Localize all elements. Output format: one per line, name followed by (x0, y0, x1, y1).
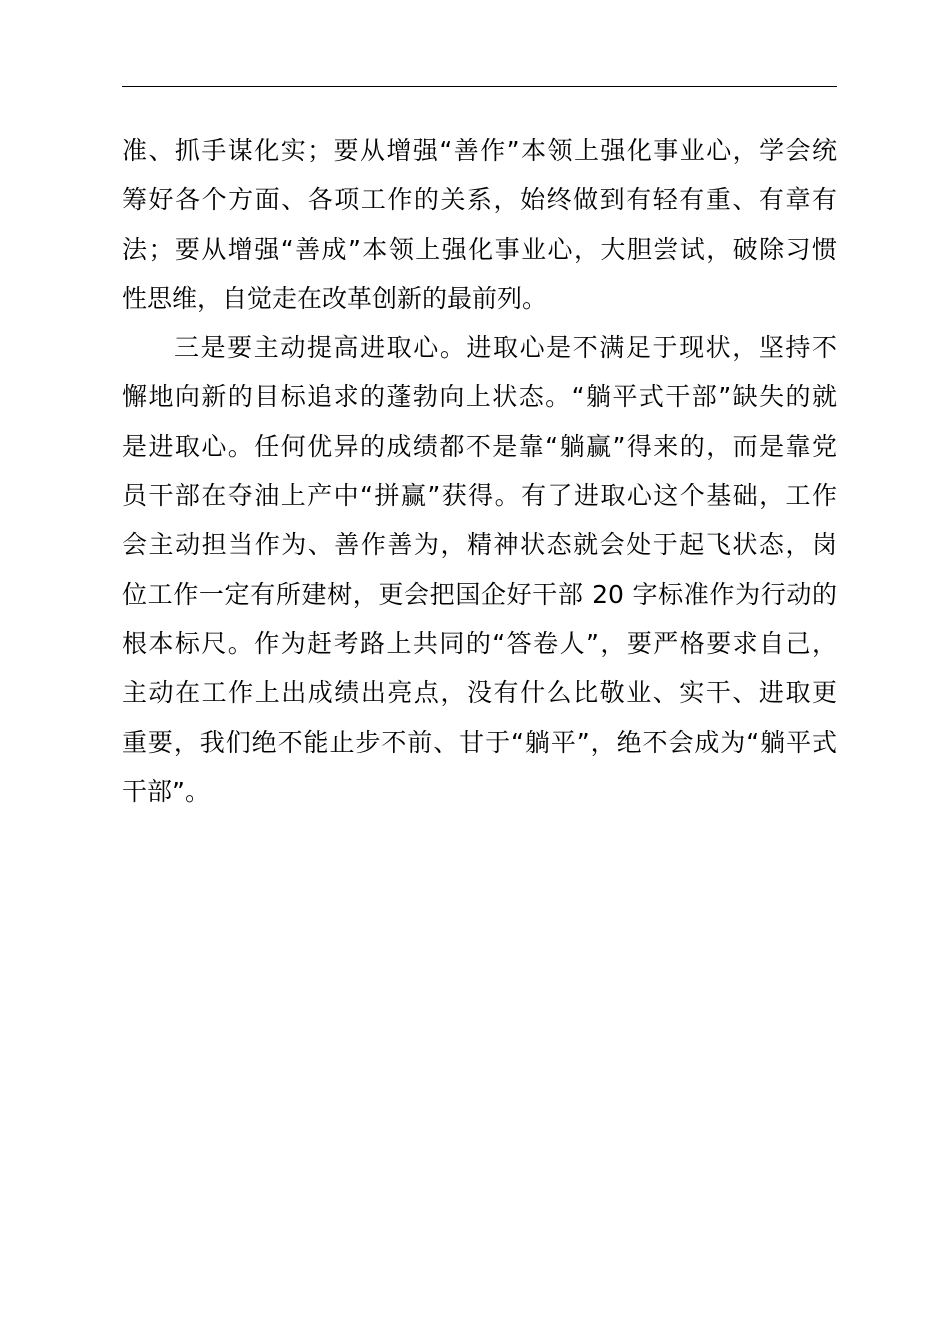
text-line: 干部”。 (122, 776, 210, 806)
paragraph-start-line: 三是要主动提高进取心。进取心是不满足于现状，坚持不 (174, 333, 837, 363)
text-line: 准、抓手谋化实；要从增强“善作”本领上强化事业心，学会统 (122, 136, 837, 165)
text-line: 法；要从增强“善成”本领上强化事业心，大胆尝试，破除习惯 (122, 234, 837, 264)
text-line: 懈地向新的目标追求的蓬勃向上状态。“躺平式干部”缺失的就 (122, 382, 837, 412)
header-rule (122, 86, 837, 87)
text-line: 重要，我们绝不能止步不前、甘于“躺平”，绝不会成为“躺平式 (122, 727, 837, 757)
body-text (122, 126, 837, 816)
text-line: 员干部在夺油上产中“拼赢”获得。有了进取心这个基础，工作 (122, 481, 837, 511)
text-line: 主动在工作上出成绩出亮点，没有什么比敬业、实干、进取更 (122, 678, 837, 708)
text-line: 根本标尺。作为赶考路上共同的“答卷人”，要严格要求自己， (122, 628, 837, 658)
text-line: 是进取心。任何优异的成绩都不是靠“躺赢”得来的，而是靠党 (122, 431, 837, 461)
text-line: 位工作一定有所建树，更会把国企好干部 20 字标准作为行动的 (122, 579, 837, 609)
text-line: 会主动担当作为、善作善为，精神状态就会处于起飞状态，岗 (122, 530, 837, 560)
text-line: 性思维，自觉走在改革创新的最前列。 (122, 283, 548, 313)
text-line: 筹好各个方面、各项工作的关系，始终做到有轻有重、有章有 (122, 185, 837, 215)
